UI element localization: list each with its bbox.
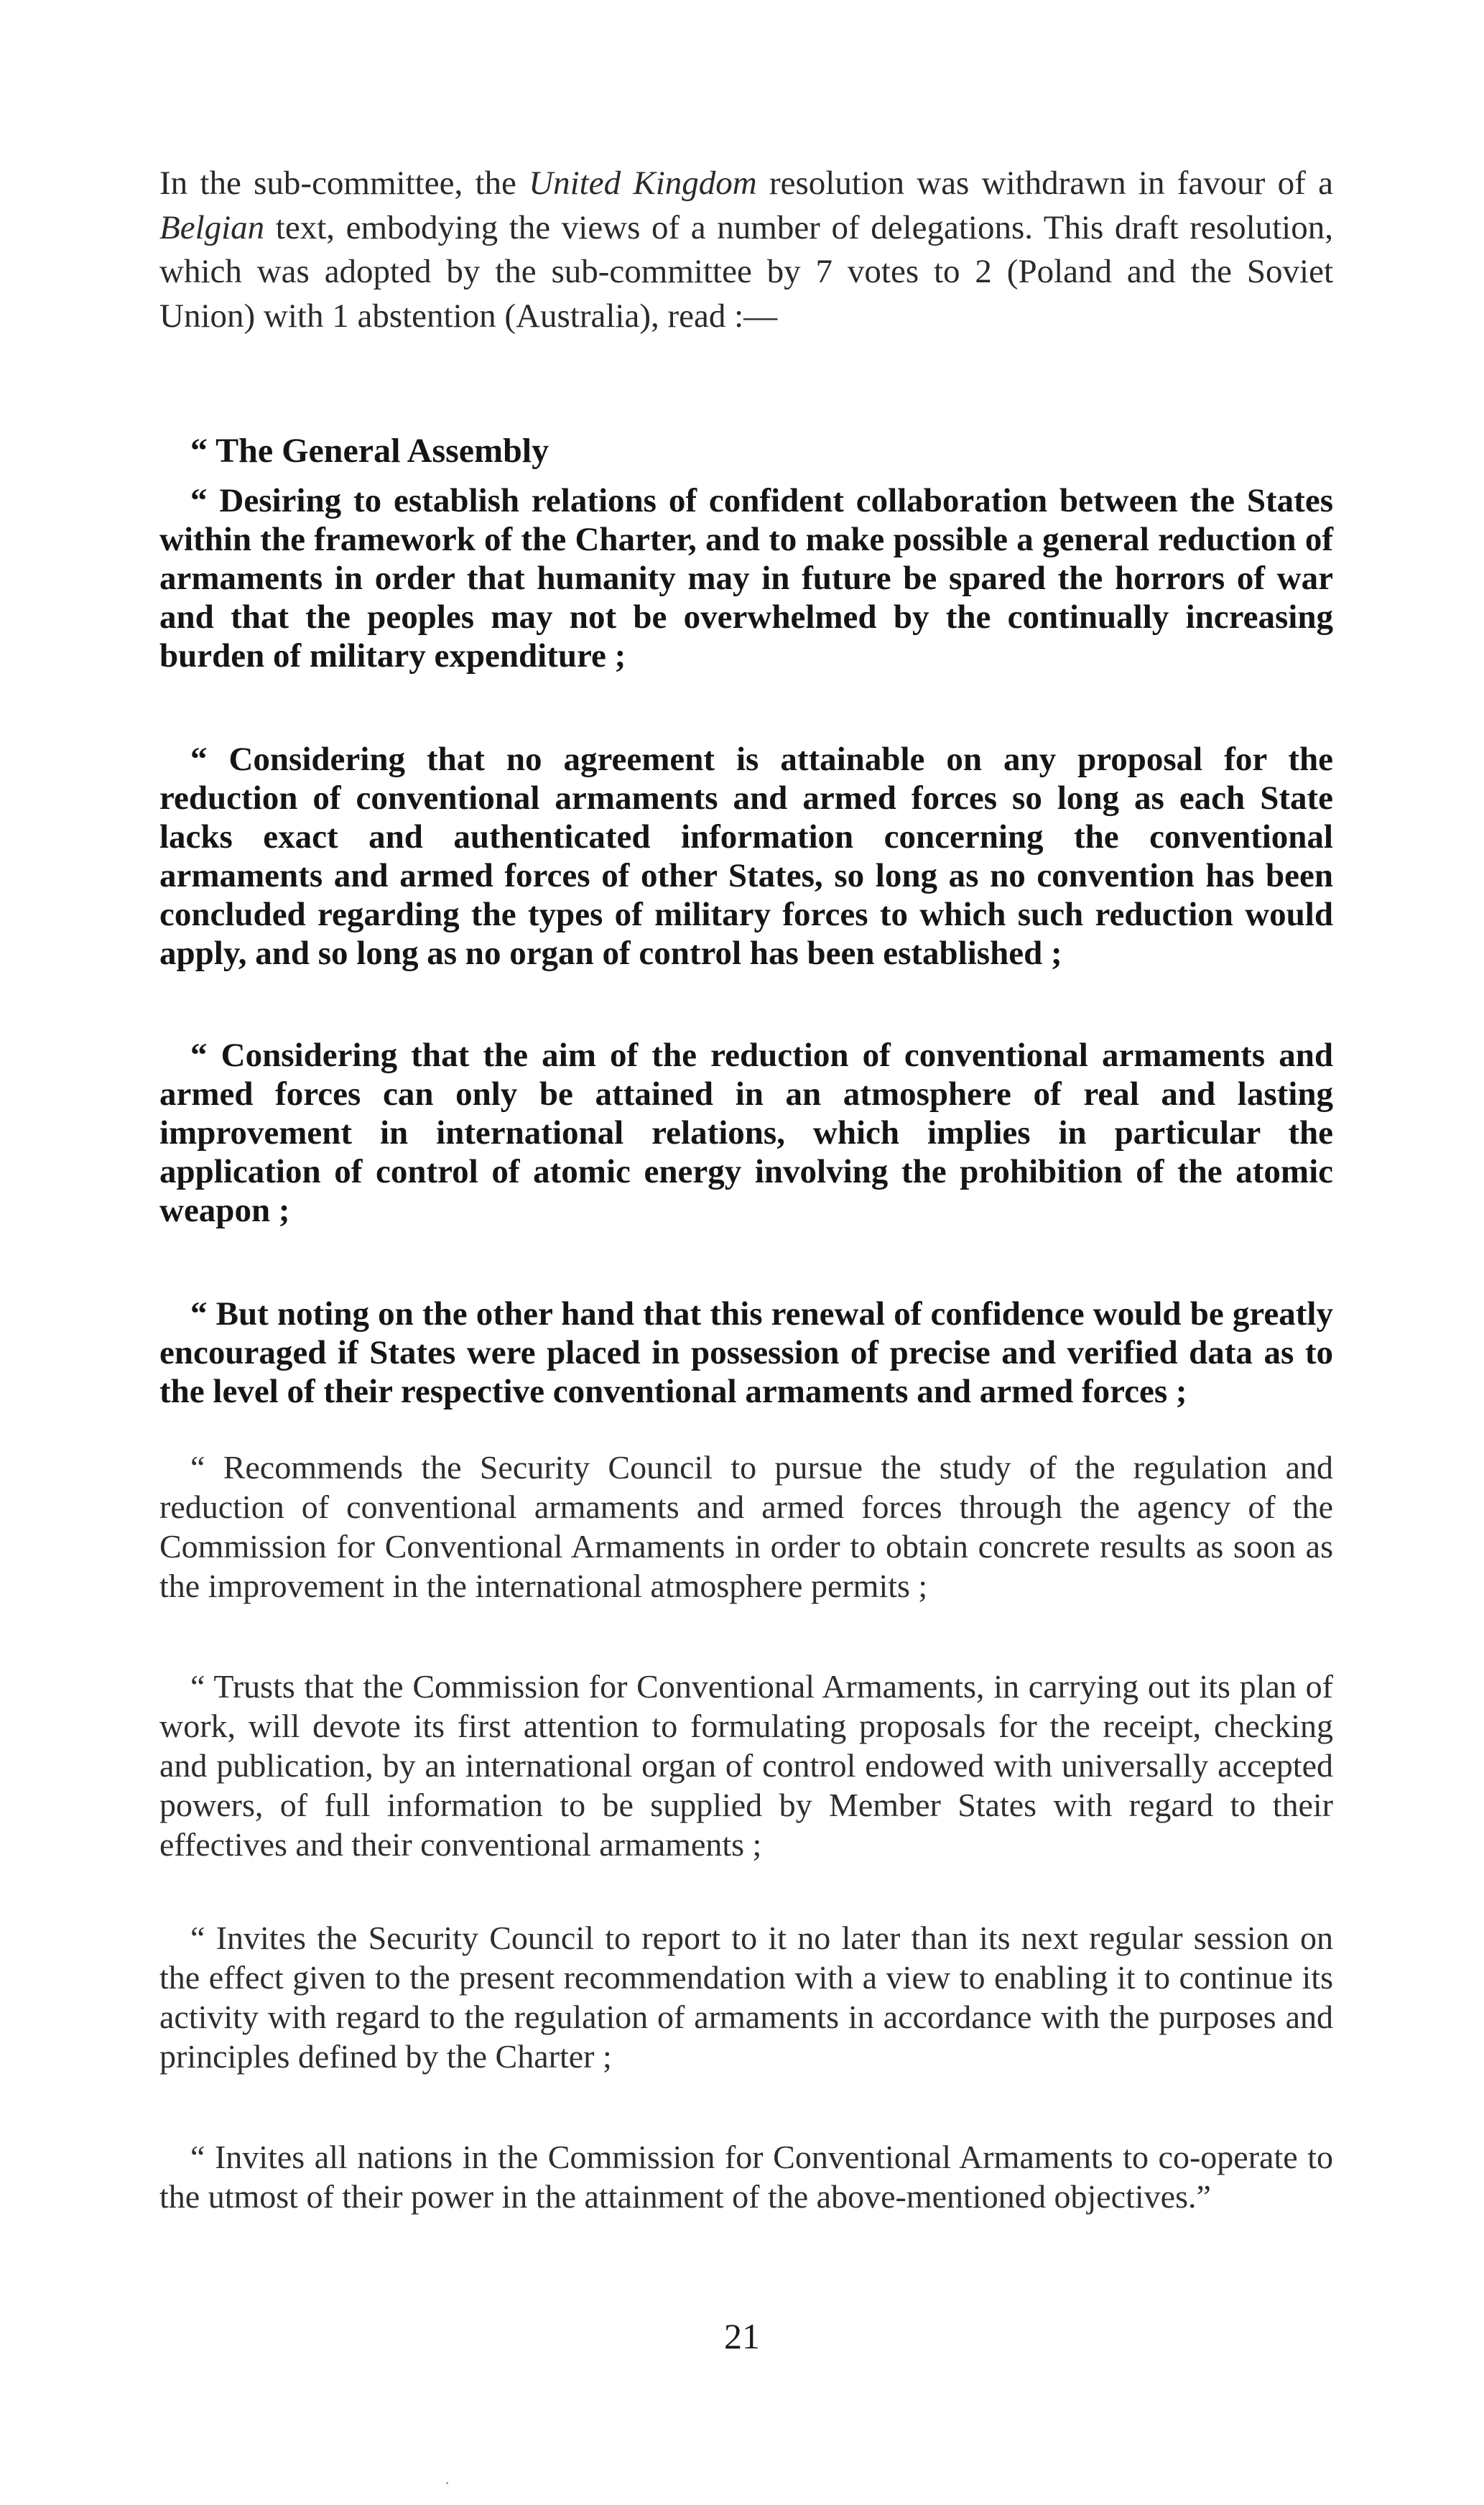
- intro-text-part-3: text, embodying the views of a number of delegations. This draft resolution, which was adopted by the sub-committee by 7 votes to 2 (Poland and the Soviet Union) with 1 abstention (Australia), read :—: [159, 208, 1333, 335]
- intro-country-belgian: Belgian: [159, 208, 265, 246]
- resolution-paragraph-invites-all-nations: “ Invites all nations in the Commission for Conventional Armaments to co-operate to the utmost of their power in the attainment of the above-mentioned objectives.”: [159, 2139, 1333, 2215]
- intro-country-united-kingdom: United Kingdom: [529, 165, 757, 202]
- resolution-paragraph-considering-1: “ Considering that no agreement is attainable on any proposal for the reduction of conventional armaments and armed forces so long as each State lacks exact and authenticated information concerning the conventional armaments and armed forces of other States, so long as no convention has been concluded regarding the types of military forces to which such reduction would apply, and so long as no organ of control has been established ;: [159, 741, 1333, 972]
- print-speck: [446, 2482, 448, 2484]
- resolution-paragraph-desiring: “ Desiring to establish relations of confident collaboration between the States within the framework of the Charter, and to make possible a general reduction of armaments in order that humanity may in future be spared the horrors of war and that the peoples may not be overwhelmed by the continually increasing burden of military expenditure ;: [159, 482, 1333, 675]
- resolution-heading: “ The General Assembly: [190, 432, 549, 470]
- resolution-paragraph-recommends: “ Recommends the Security Council to pursue the study of the regulation and reduction of conventional armaments and armed forces through the agency of the Commission for Conventional Armaments in order to obtain concrete results as soon as the improvement in the international atmosphere permits ;: [159, 1449, 1333, 1604]
- page-number: 21: [724, 2316, 760, 2356]
- resolution-paragraph-invites-security-council: “ Invites the Security Council to report to it no later than its next regular session on the effect given to the present recommendation with a view to enabling it to continue its activity with regard to the regulation of armaments in accordance with the purposes and principles defined by the Charter ;: [159, 1920, 1333, 2075]
- intro-paragraph: [159, 162, 1333, 338]
- resolution-paragraph-trusts: “ Trusts that the Commission for Conventional Armaments, in carrying out its plan of work, will devote its first attention to formulating proposals for the receipt, checking and publication, by an international organ of control endowed with universally accepted powers, of full information to be supplied by Member States with regard to their effectives and their conventional armaments ;: [159, 1668, 1333, 1863]
- intro-text-part-2: resolution was withdrawn in favour of a: [756, 165, 1333, 202]
- intro-text-part-1: In the sub-committee, the: [159, 165, 529, 202]
- resolution-paragraph-considering-2: “ Considering that the aim of the reduction of conventional armaments and armed forces can only be attained in an atmosphere of real and lasting improvement in international relations, which implies in particular the application of control of atomic energy involving the prohibition of the atomic weapon ;: [159, 1037, 1333, 1229]
- resolution-paragraph-noting: “ But noting on the other hand that this renewal of confidence would be greatly encouraged if States were placed in possession of precise and verified data as to the level of their respective conventional armaments and armed forces ;: [159, 1295, 1333, 1410]
